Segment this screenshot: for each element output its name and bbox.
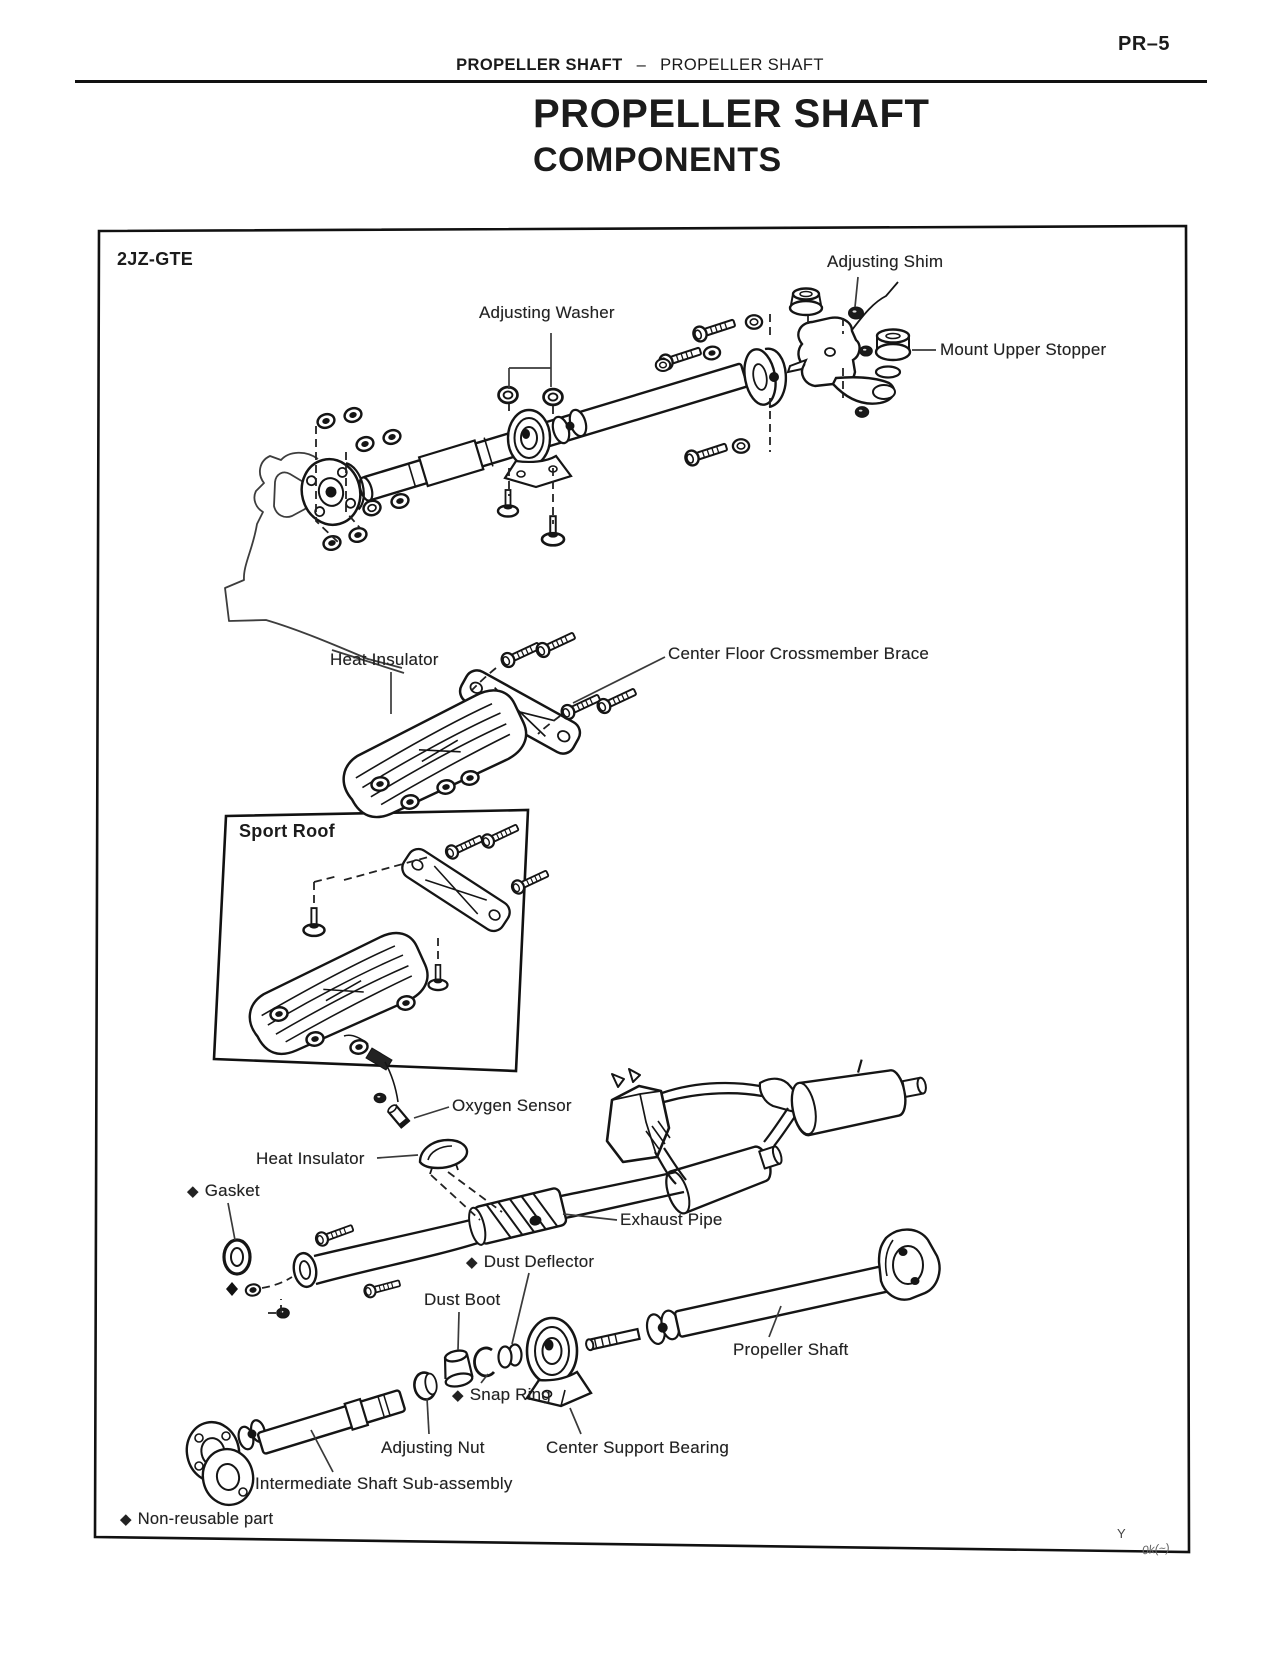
legend-non-reusable (120, 1510, 273, 1529)
label-sport-roof: Sport Roof (239, 821, 335, 841)
non-reusable-icon: ◆ (187, 1183, 199, 1200)
page-number: PR–5 (1118, 33, 1171, 55)
label-intermediate-shaft: Intermediate Shaft Sub-assembly (255, 1474, 513, 1493)
handwritten-note: 0k(~) (1141, 1540, 1171, 1558)
non-reusable-icon: ◆ (466, 1254, 478, 1271)
page-title: PROPELLER SHAFT (533, 92, 930, 136)
label-dust-boot: Dust Boot (424, 1290, 501, 1309)
label-heat-insulator-top: Heat Insulator (330, 650, 439, 669)
legend-text: Non-reusable part (137, 1510, 274, 1528)
label-gasket (187, 1181, 260, 1201)
header-separator: – (636, 56, 647, 74)
label-snap-ring (452, 1385, 551, 1405)
label-snap-ring-text: Snap Ring (469, 1385, 551, 1404)
sport-roof-parts (238, 821, 550, 1060)
label-adjusting-washer: Adjusting Washer (479, 303, 615, 322)
label-heat-insulator-exhaust: Heat Insulator (256, 1149, 365, 1168)
label-dust-deflector (466, 1252, 594, 1272)
label-propeller-shaft: Propeller Shaft (733, 1340, 849, 1359)
engine-mount-bracket (788, 282, 910, 417)
section-title: COMPONENTS (533, 141, 782, 179)
header-subsection: PROPELLER SHAFT (660, 56, 824, 74)
label-center-floor-crossmember-brace: Center Floor Crossmember Brace (668, 644, 930, 663)
heat-insulator-exhaust-part (420, 1140, 467, 1174)
non-reusable-marker (226, 1282, 238, 1296)
label-oxygen-sensor: Oxygen Sensor (452, 1096, 572, 1115)
heat-insulator-top-part (331, 684, 538, 823)
non-reusable-icon: ◆ (120, 1511, 132, 1528)
handwritten-mark: Y (1117, 1526, 1126, 1541)
label-gasket-text: Gasket (204, 1181, 260, 1200)
label-exhaust-pipe: Exhaust Pipe (620, 1210, 723, 1229)
label-adjusting-nut: Adjusting Nut (381, 1438, 485, 1457)
label-engine-variant: 2JZ-GTE (117, 249, 194, 269)
label-dust-deflector-text: Dust Deflector (483, 1252, 595, 1271)
label-adjusting-shim: Adjusting Shim (827, 252, 944, 271)
diagram-border (95, 226, 1189, 1552)
non-reusable-icon: ◆ (452, 1387, 464, 1404)
label-mount-upper-stopper: Mount Upper Stopper (940, 340, 1107, 359)
exhaust-assembly (291, 1049, 931, 1289)
header-section: PROPELLER SHAFT (456, 56, 623, 74)
label-center-support-bearing: Center Support Bearing (546, 1438, 730, 1457)
